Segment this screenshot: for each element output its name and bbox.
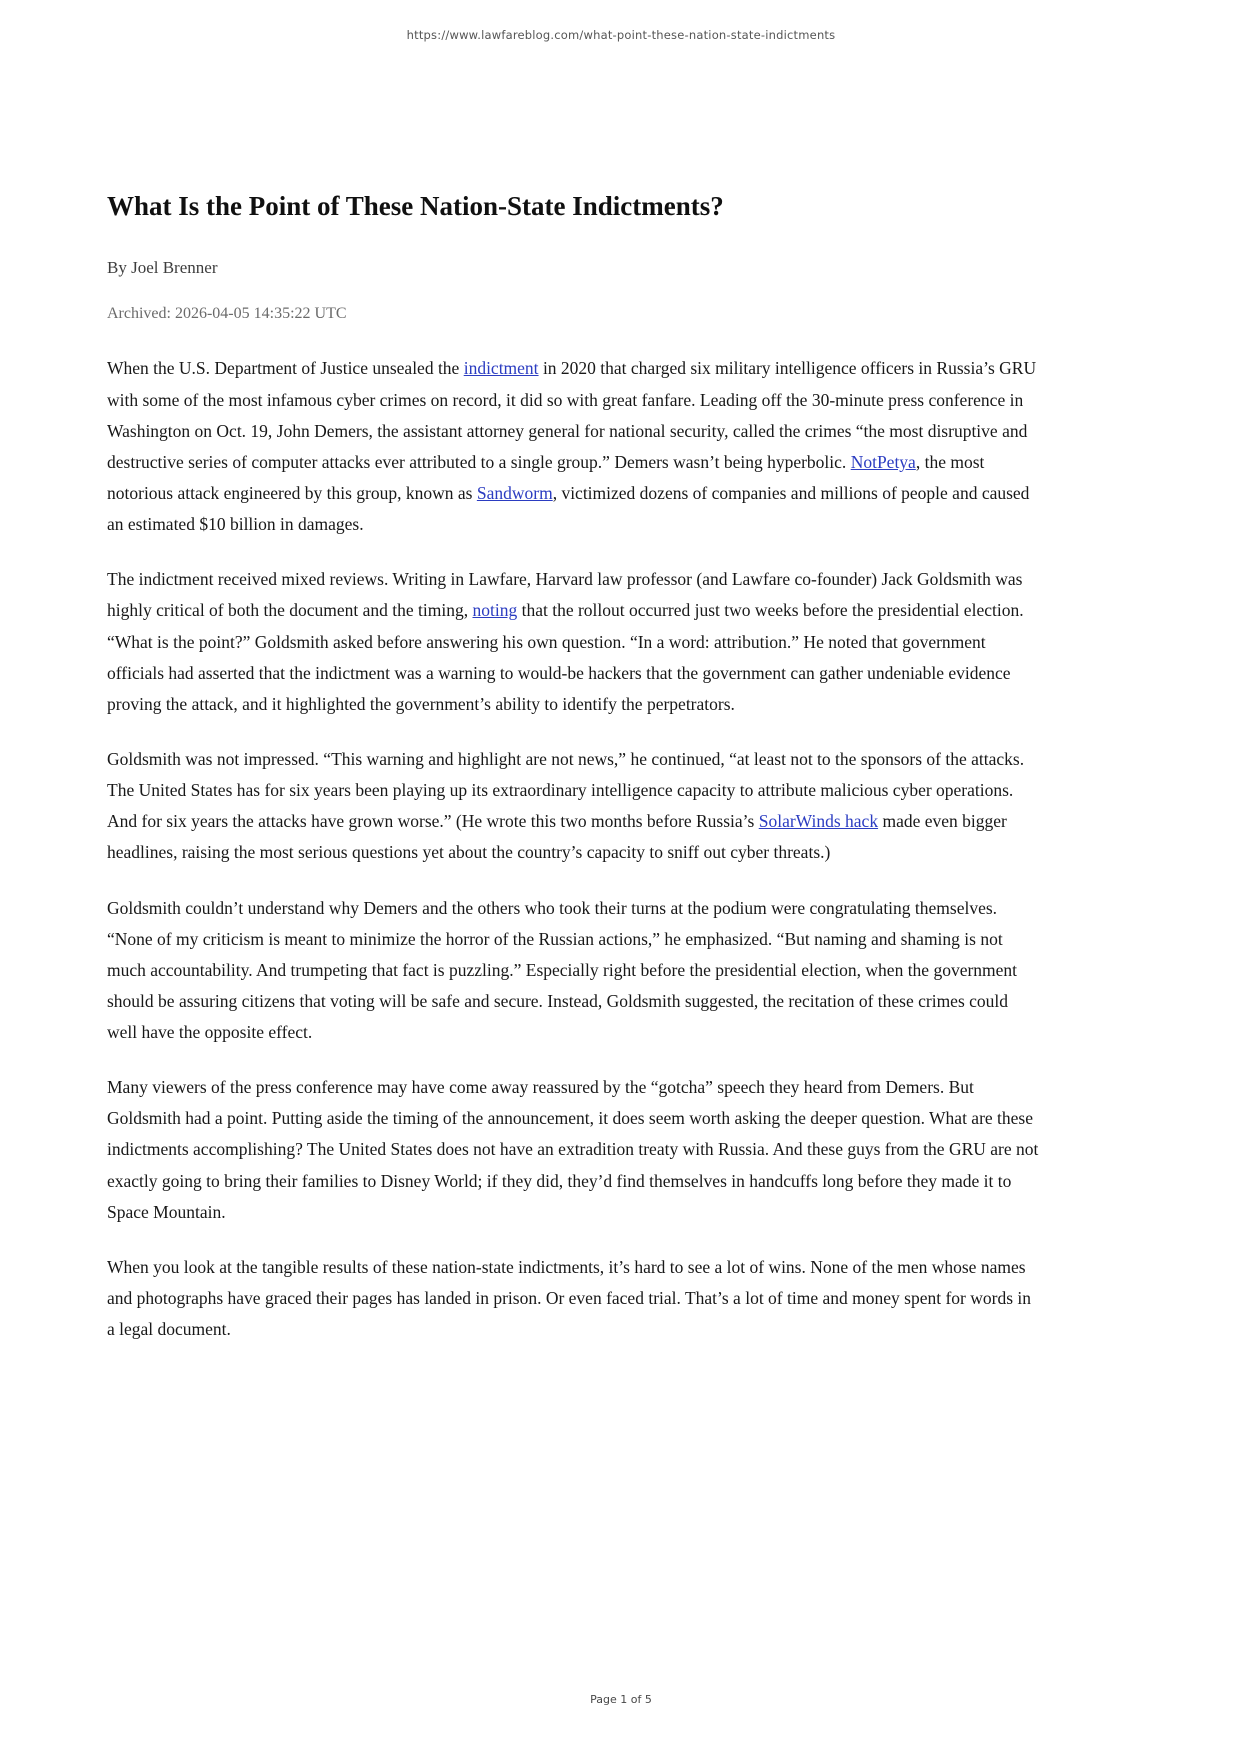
paragraph: The indictment received mixed reviews. Writing in Lawfare, Harvard law professor (and Lawfare co-founder) Jack Goldsmith was highly critical of both the document and the timing, noting that the rollout occurred just two weeks before the presidential election. “What is the point?” Goldsmith asked before answering his own question. “In a word: attribution.” He noted that government officials had asserted that the indictment was a warning to would-be hackers that the government can gather undeniable evidence proving the attack, and it highlighted the government’s ability to identify the perpetrators. [107, 569, 1024, 714]
page-number: Page 1 of 5 [590, 1693, 652, 1706]
inline-link[interactable]: NotPetya [850, 451, 916, 472]
archived-timestamp: Archived: 2026-04-05 14:35:22 UTC [107, 305, 347, 323]
paragraph: When the U.S. Department of Justice unsealed the indictment in 2020 that charged six military intelligence officers in Russia’s GRU with some of the most infamous cyber crimes on record, it did so with great fanfare. Leading off the 30-minute press conference in Washington on Oct. 19, John Demers, the assistant attorney general for national security, called the crimes “the most disruptive and destructive series of computer attacks ever attributed to a single group.” Demers wasn’t being hyperbolic. NotPetya, the most notorious attack engineered by this group, known as Sandworm, victimized dozens of companies and millions of people and caused an estimated $10 billion in damages. [107, 358, 1037, 535]
paragraph: When you look at the tangible results of these nation-state indictments, it’s hard to see a lot of wins. None of the men whose names and photographs have graced their pages has landed in prison. Or even faced trial. That’s a lot of time and money spent for words in a legal document. [107, 1256, 1031, 1340]
paragraph: Many viewers of the press conference may have come away reassured by the “gotcha” speech they heard from Demers. But Goldsmith had a point. Putting aside the timing of the announcement, it does seem worth asking the deeper question. What are these indictments accomplishing? The United States does not have an extradition treaty with Russia. And these guys from the GRU are not exactly going to bring their families to Disney World; if they did, they’d find themselves in handcuffs long before they made it to Space Mountain. [107, 1077, 1039, 1222]
inline-link[interactable]: indictment [463, 358, 539, 379]
article-container [107, 190, 1039, 1369]
page-title: What Is the Point of These Nation-State Indictments? [107, 191, 724, 221]
inline-link[interactable]: Sandworm [476, 482, 553, 503]
archived-page-url: https://www.lawfareblog.com/what-point-these-nation-state-indictments [406, 28, 836, 42]
article-body [107, 353, 1039, 1345]
inline-link[interactable]: noting [472, 600, 518, 621]
inline-link[interactable]: SolarWinds hack [758, 811, 879, 832]
paragraph: Goldsmith couldn’t understand why Demers and the others who took their turns at the podium were congratulating themselves. “None of my criticism is meant to minimize the horror of the Russian actions,” he emphasized. “But naming and shaming is not much accountability. And trumpeting that fact is puzzling.” Especially right before the presidential election, when the government should be assuring citizens that voting will be safe and secure. Instead, Goldsmith suggested, the recitation of these crimes could well have the opposite effect. [107, 897, 1018, 1043]
byline: By Joel Brenner [107, 258, 218, 278]
paragraph: Goldsmith was not impressed. “This warning and highlight are not news,” he continued, “at least not to the sponsors of the attacks. The United States has for six years been playing up its extraordinary intelligence capacity to attribute malicious cyber operations. And for six years the attacks have grown worse.” (He wrote this two months before Russia’s SolarWinds hack made even bigger headlines, raising the most serious questions yet about the country’s capacity to sniff out cyber threats.) [107, 748, 1025, 863]
